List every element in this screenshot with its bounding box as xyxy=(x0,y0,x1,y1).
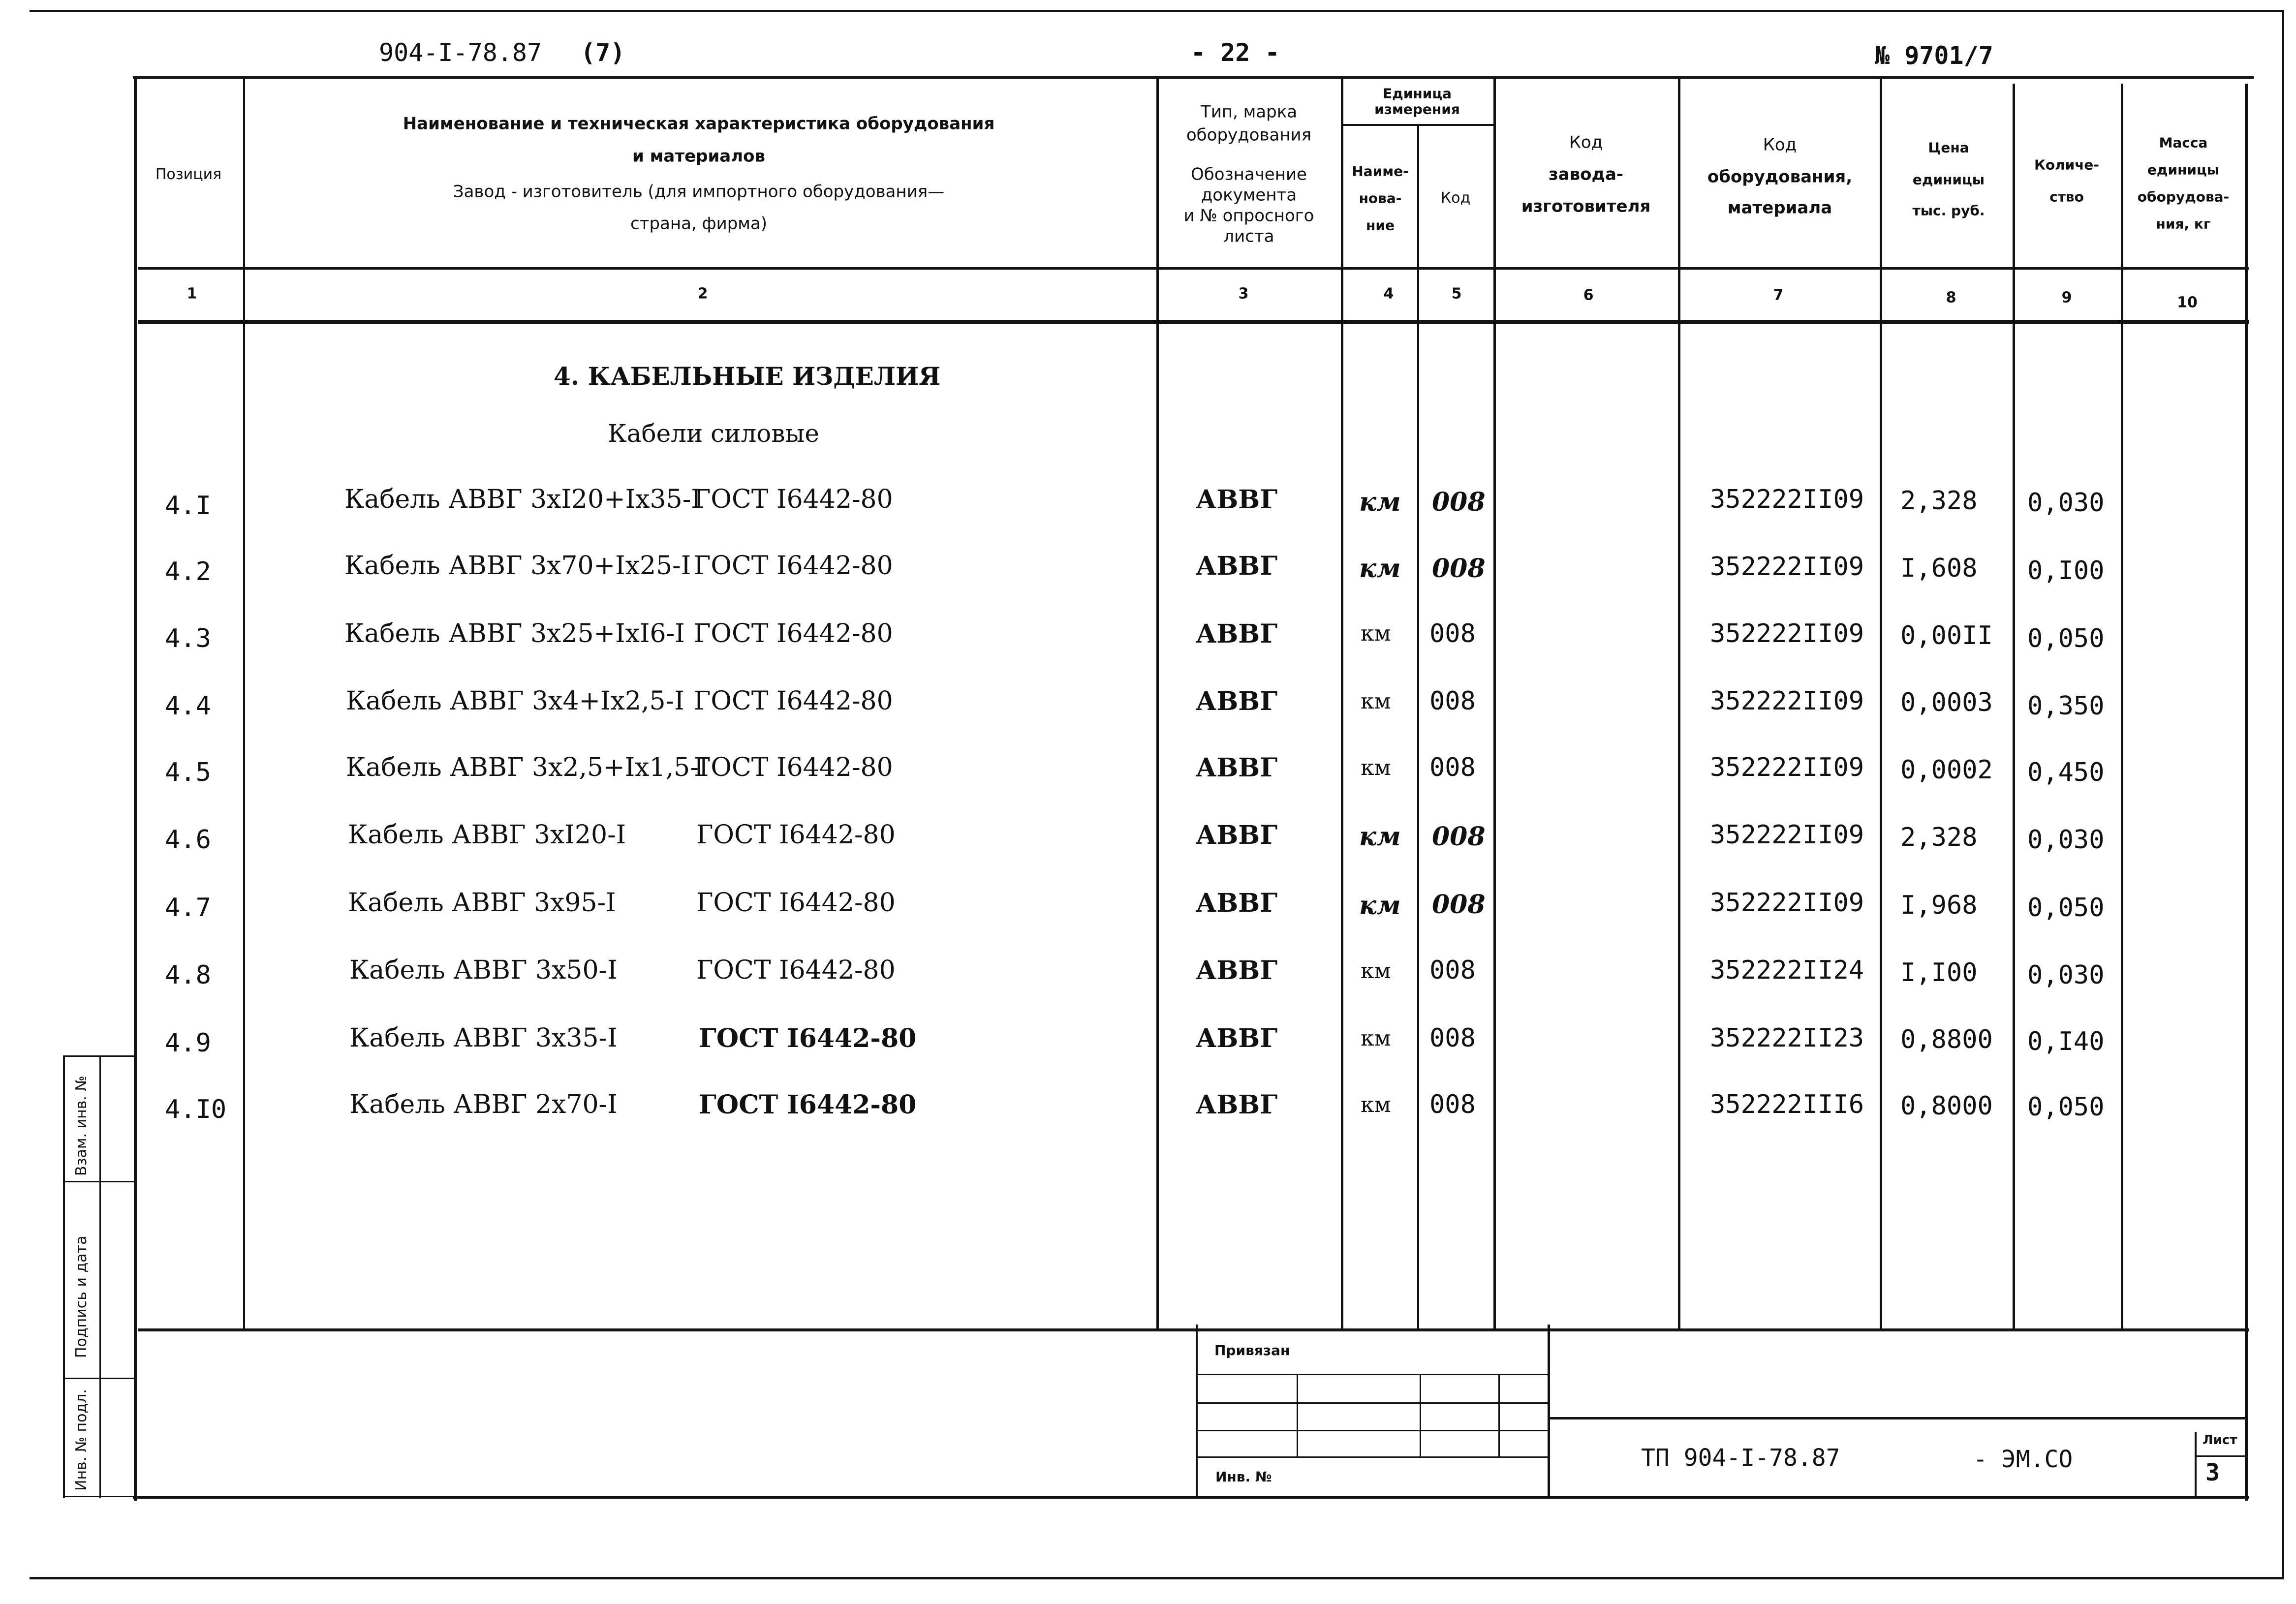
row-unit-code: 008 xyxy=(1429,1023,1476,1053)
header-unit-group-line2: измерения xyxy=(1374,101,1460,118)
outer-frame-bottom xyxy=(30,1577,2283,1579)
col-line-9 xyxy=(2121,84,2123,1328)
row-unit-code: 008 xyxy=(1429,619,1476,648)
section-title: 4. КАБЕЛЬНЫЕ ИЗДЕЛИЯ xyxy=(554,362,941,391)
row-unit: км xyxy=(1361,755,1391,780)
header-mass-line4: ния, кг xyxy=(2156,216,2211,232)
header-name-line1: Наименование и техническая характеристика оборудования xyxy=(403,114,995,134)
stamp-vline-3 xyxy=(1498,1374,1500,1457)
header-price-line3: тыс. руб. xyxy=(1912,202,1985,219)
row-type: АВВГ xyxy=(1196,619,1278,649)
colnum-divider xyxy=(138,320,2249,324)
row-position: 4.6 xyxy=(165,825,211,855)
column-number-4: 4 xyxy=(1383,285,1394,303)
row-gost: ГОСТ I6442-80 xyxy=(694,619,893,648)
row-equipment-code: 352222II24 xyxy=(1710,956,1864,985)
row-equipment-code: 352222II09 xyxy=(1710,619,1864,648)
row-gost: ГОСТ I6442-80 xyxy=(694,753,893,782)
row-unit: км xyxy=(1359,891,1401,921)
column-number-10: 10 xyxy=(2177,294,2198,311)
margin-box-left xyxy=(63,1055,65,1498)
row-cable-name: Кабель АВВГ 3хI20-I xyxy=(348,820,626,850)
col-line-8 xyxy=(2013,84,2015,1328)
row-price: 0,00II xyxy=(1900,621,1993,650)
margin-vzam-inv: Взам. инв. № xyxy=(73,1076,90,1176)
row-price: 0,0002 xyxy=(1900,755,1993,785)
unit-group-divider xyxy=(1343,124,1493,126)
row-unit-code: 008 xyxy=(1429,686,1476,716)
column-number-2: 2 xyxy=(697,285,708,303)
row-gost: ГОСТ I6442-80 xyxy=(694,551,893,581)
sheet-number: 3 xyxy=(2205,1459,2220,1486)
row-cable-name: Кабель АВВГ 3х70+Iх25-I xyxy=(344,551,691,581)
row-quantity: 0,I40 xyxy=(2027,1027,2105,1056)
stamp-box-right xyxy=(1548,1325,1550,1497)
header-type-line2: оборудования xyxy=(1186,125,1312,145)
row-position: 4.I xyxy=(165,491,211,521)
header-mass-line3: оборудова- xyxy=(2137,188,2230,205)
row-cable-name: Кабель АВВГ 3х25+IхI6-I xyxy=(344,619,685,648)
row-price: 2,328 xyxy=(1900,823,1978,852)
row-equipment-code: 352222II09 xyxy=(1710,686,1864,716)
margin-line-1 xyxy=(63,1181,137,1182)
row-quantity: 0,030 xyxy=(2027,825,2105,855)
header-name-line3: Завод - изготовитель (для импортного оборудования— xyxy=(453,182,945,202)
header-unit-name-line3: ние xyxy=(1366,217,1395,234)
stamp-line-4 xyxy=(1197,1456,1549,1458)
col-line-1 xyxy=(243,79,245,1328)
row-gost: ГОСТ I6442-80 xyxy=(694,686,893,716)
row-quantity: 0,030 xyxy=(2027,488,2105,518)
row-quantity: 0,050 xyxy=(2027,893,2105,923)
stamp-privyazan: Привязан xyxy=(1214,1342,1290,1358)
stamp-vline-2 xyxy=(1420,1374,1421,1457)
margin-line-2 xyxy=(63,1378,137,1379)
stamp-box-left xyxy=(1196,1325,1198,1497)
header-price-line2: единицы xyxy=(1912,171,1985,188)
row-unit: км xyxy=(1361,689,1391,714)
row-price: 0,8000 xyxy=(1900,1091,1993,1121)
column-number-9: 9 xyxy=(2061,289,2072,307)
row-type: АВВГ xyxy=(1196,485,1278,515)
section-subtitle: Кабели силовые xyxy=(608,419,819,448)
margin-line-bottom xyxy=(63,1496,137,1497)
outer-frame-top xyxy=(30,10,2283,12)
row-unit: км xyxy=(1361,621,1391,646)
header-equipment-code-line3: материала xyxy=(1727,198,1832,218)
row-equipment-code: 352222II09 xyxy=(1710,552,1864,582)
title-block-top xyxy=(1549,1417,2248,1419)
row-quantity: 0,050 xyxy=(2027,624,2105,653)
row-price: 2,328 xyxy=(1900,486,1978,516)
row-price: I,968 xyxy=(1900,891,1978,920)
row-equipment-code: 352222II23 xyxy=(1710,1023,1864,1053)
stamp-line-2 xyxy=(1197,1402,1549,1404)
row-position: 4.7 xyxy=(165,893,211,923)
row-type: АВВГ xyxy=(1196,551,1278,581)
row-unit-code: 008 xyxy=(1432,487,1486,517)
header-position: Позиция xyxy=(155,165,222,183)
row-equipment-code: 352222II09 xyxy=(1710,753,1864,782)
row-equipment-code: 352222II09 xyxy=(1710,485,1864,514)
margin-box-divider xyxy=(99,1055,101,1498)
header-type-line1: Тип, марка xyxy=(1200,102,1298,122)
stamp-vline-1 xyxy=(1297,1374,1298,1457)
header-mass-line1: Масса xyxy=(2159,134,2208,151)
col-line-5 xyxy=(1493,79,1496,1328)
row-position: 4.8 xyxy=(165,960,211,990)
row-type: АВВГ xyxy=(1196,956,1278,986)
header-factory-code-line1: Код xyxy=(1569,132,1603,153)
header-qty-line2: ство xyxy=(2049,188,2084,205)
margin-podpis-data: Подпись и дата xyxy=(73,1235,90,1358)
row-unit: км xyxy=(1359,487,1401,517)
row-equipment-code: 352222II09 xyxy=(1710,888,1864,918)
header-factory-code-line2: завода- xyxy=(1548,164,1624,185)
table-top xyxy=(133,76,2254,79)
row-gost: ГОСТ I6442-80 xyxy=(696,888,896,918)
row-equipment-code: 352222II09 xyxy=(1710,820,1864,850)
row-quantity: 0,030 xyxy=(2027,960,2105,990)
header-unit-code: Код xyxy=(1440,189,1471,207)
header-type-line6: листа xyxy=(1223,226,1274,247)
title-tp-code: ТП 904-I-78.87 xyxy=(1641,1444,1840,1472)
doc-bottom xyxy=(133,1496,2249,1499)
column-number-8: 8 xyxy=(1946,289,1956,307)
row-position: 4.9 xyxy=(165,1028,211,1058)
col-line-2 xyxy=(1156,79,1159,1328)
header-unit-group-line1: Единица xyxy=(1383,85,1452,102)
row-cable-name: Кабель АВВГ 3х4+Iх2,5-I xyxy=(346,686,684,716)
row-price: 0,8800 xyxy=(1900,1025,1993,1054)
row-position: 4.I0 xyxy=(165,1095,227,1124)
row-quantity: 0,I00 xyxy=(2027,556,2105,586)
row-equipment-code: 352222III6 xyxy=(1710,1090,1864,1119)
col-line-3 xyxy=(1341,79,1343,1328)
row-type: АВВГ xyxy=(1196,1090,1278,1120)
row-unit: км xyxy=(1359,554,1401,584)
table-right xyxy=(2245,84,2248,1501)
row-position: 4.5 xyxy=(165,758,211,787)
row-price: 0,0003 xyxy=(1900,688,1993,717)
stamp-line-1 xyxy=(1197,1374,1549,1375)
row-price: I,608 xyxy=(1900,554,1978,583)
row-gost: ГОСТ I6442-80 xyxy=(696,820,896,850)
header-equipment-code-line1: Код xyxy=(1763,135,1797,155)
doc-code-suffix: (7) xyxy=(581,38,625,67)
header-equipment-code-line2: оборудования, xyxy=(1707,167,1853,187)
col-line-7 xyxy=(1880,79,1882,1328)
row-quantity: 0,350 xyxy=(2027,691,2105,721)
stamp-line-3 xyxy=(1197,1430,1549,1431)
row-gost: ГОСТ I6442-80 xyxy=(699,1090,917,1120)
column-number-5: 5 xyxy=(1451,285,1462,303)
page-number: - 22 - xyxy=(1191,38,1280,67)
sheet-box-mid xyxy=(2196,1455,2245,1457)
header-type-line3: Обозначение xyxy=(1191,164,1307,185)
col-line-4 xyxy=(1417,125,1419,1328)
column-number-7: 7 xyxy=(1773,286,1784,304)
stamp-inv-no: Инв. № xyxy=(1215,1469,1272,1485)
sheet-label: Лист xyxy=(2203,1433,2237,1448)
row-cable-name: Кабель АВВГ 3х2,5+Iх1,5-I xyxy=(346,753,709,782)
margin-inv-podl: Инв. № подл. xyxy=(73,1389,90,1491)
header-factory-code-line3: изготовителя xyxy=(1521,196,1651,216)
row-unit-code: 008 xyxy=(1429,956,1476,985)
row-unit: км xyxy=(1359,822,1401,852)
sheet-box-left xyxy=(2195,1432,2197,1498)
column-number-3: 3 xyxy=(1238,285,1249,303)
header-name-line2: и материалов xyxy=(632,146,766,166)
row-cable-name: Кабель АВВГ 3х35-I xyxy=(349,1023,618,1053)
row-position: 4.3 xyxy=(165,624,211,653)
header-name-line4: страна, фирма) xyxy=(630,214,768,234)
row-cable-name: Кабель АВВГ 2х70-I xyxy=(349,1090,618,1119)
row-position: 4.2 xyxy=(165,557,211,586)
col-line-6 xyxy=(1678,79,1680,1328)
header-divider xyxy=(138,267,2249,270)
row-cable-name: Кабель АВВГ 3хI20+Iх35-I xyxy=(344,485,701,514)
row-unit: км xyxy=(1361,1092,1391,1117)
row-position: 4.4 xyxy=(165,691,211,721)
row-type: АВВГ xyxy=(1196,820,1278,850)
header-price-line1: Цена xyxy=(1928,139,1969,156)
column-number-1: 1 xyxy=(186,285,197,303)
table-left xyxy=(134,76,137,1501)
row-cable-name: Кабель АВВГ 3х95-I xyxy=(348,888,616,918)
row-cable-name: Кабель АВВГ 3х50-I xyxy=(349,956,618,985)
row-unit: км xyxy=(1361,958,1391,984)
doc-code: 904-I-78.87 xyxy=(379,38,542,67)
row-gost: ГОСТ I6442-80 xyxy=(694,485,893,514)
row-unit-code: 008 xyxy=(1429,753,1476,782)
column-number-6: 6 xyxy=(1583,286,1594,304)
header-mass-line2: единицы xyxy=(2147,161,2220,178)
header-type-line4: документа xyxy=(1201,185,1297,205)
title-em-code: - ЭМ.СО xyxy=(1973,1446,2073,1473)
row-quantity: 0,050 xyxy=(2027,1092,2105,1122)
row-type: АВВГ xyxy=(1196,753,1278,783)
row-unit: км xyxy=(1361,1026,1391,1051)
header-qty-line1: Количе- xyxy=(2034,156,2100,173)
table-bottom xyxy=(138,1328,2249,1331)
row-unit-code: 008 xyxy=(1432,822,1486,852)
row-type: АВВГ xyxy=(1196,888,1278,918)
margin-line-top xyxy=(63,1055,137,1057)
row-price: I,I00 xyxy=(1900,958,1978,987)
row-quantity: 0,450 xyxy=(2027,758,2105,787)
row-gost: ГОСТ I6442-80 xyxy=(699,1023,917,1053)
row-type: АВВГ xyxy=(1196,686,1278,716)
row-unit-code: 008 xyxy=(1432,554,1486,584)
outer-frame-right xyxy=(2282,10,2284,1579)
header-unit-name-line2: нова- xyxy=(1359,190,1402,207)
row-type: АВВГ xyxy=(1196,1023,1278,1053)
header-unit-name-line1: Наиме- xyxy=(1352,163,1409,180)
row-unit-code: 008 xyxy=(1432,890,1486,920)
row-unit-code: 008 xyxy=(1429,1090,1476,1119)
row-gost: ГОСТ I6442-80 xyxy=(696,956,896,985)
header-type-line5: и № опросного xyxy=(1183,206,1314,226)
album-number: № 9701/7 xyxy=(1875,41,1993,70)
